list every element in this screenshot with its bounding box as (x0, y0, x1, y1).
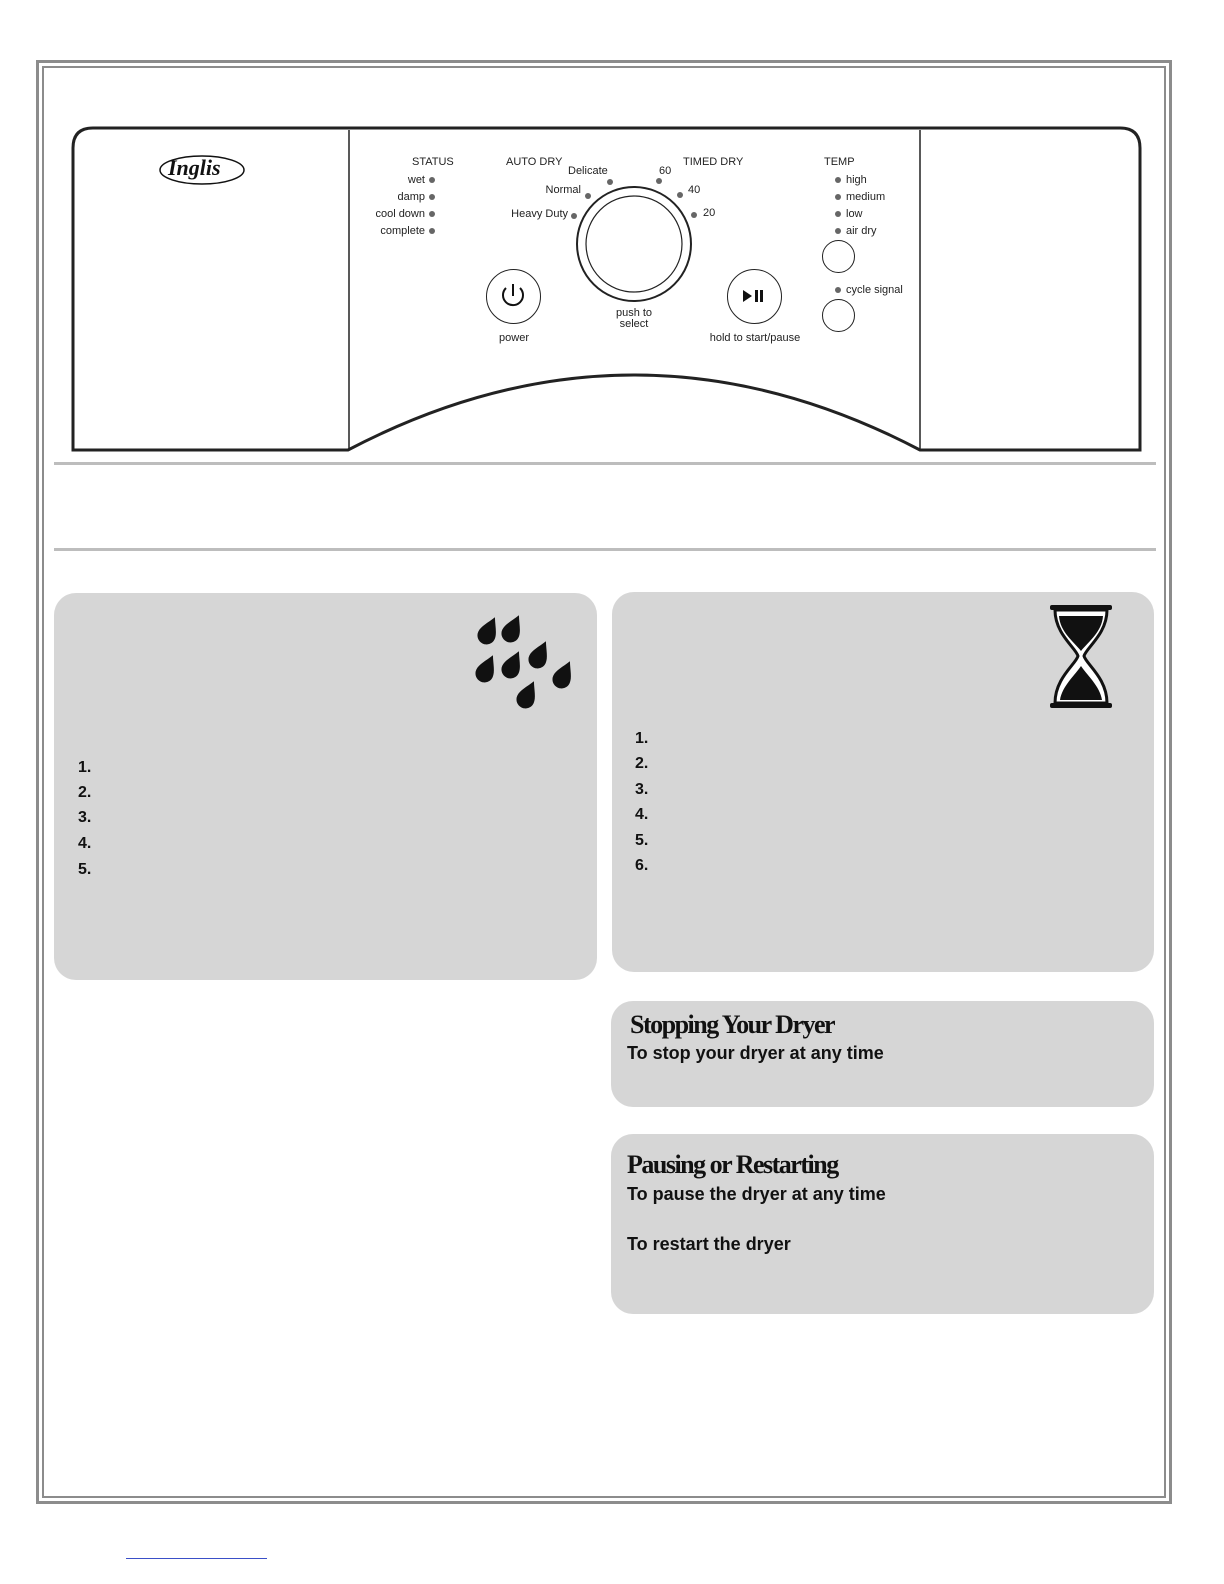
knob-label-push-to: push to (615, 307, 653, 319)
status-heading: STATUS (412, 156, 454, 168)
stopping-card-subtitle: To stop your dryer at any time (627, 1043, 884, 1063)
timed-dry-step-2: 2. (635, 755, 649, 772)
pausing-card-pause-subtitle: To pause the dryer at any time (627, 1184, 886, 1204)
status-damp-label: damp (397, 191, 425, 203)
power-label: power (499, 332, 529, 344)
control-panel-outline (0, 0, 1224, 470)
svg-text:Inglis: Inglis (168, 155, 221, 180)
status-complete-label: complete (380, 225, 425, 237)
auto-dry-heavy-duty-led (571, 213, 577, 219)
temp-low-led (835, 211, 841, 217)
temp-button[interactable] (822, 240, 855, 273)
knob-label-select: select (619, 318, 649, 330)
auto-dry-step-5: 5. (78, 861, 92, 878)
timed-dry-heading: TIMED DRY (683, 156, 744, 168)
auto-dry-delicate-label[interactable]: Delicate (568, 165, 608, 177)
pausing-card-restart-subtitle: To restart the dryer (627, 1234, 791, 1254)
temp-medium-led (835, 194, 841, 200)
timed-dry-step-4: 4. (635, 806, 649, 823)
temp-high-led (835, 177, 841, 183)
timed-dry-60-label[interactable]: 60 (659, 165, 672, 177)
status-cool-down-label: cool down (375, 208, 425, 220)
status-damp-led (429, 194, 435, 200)
auto-dry-heavy-duty-label[interactable]: Heavy Duty (511, 208, 568, 220)
temp-air-dry-label: air dry (846, 225, 877, 237)
timed-dry-20-led (691, 212, 697, 218)
auto-dry-heading: AUTO DRY (506, 156, 563, 168)
timed-dry-40-led (677, 192, 683, 198)
status-complete-led (429, 228, 435, 234)
timed-dry-40-label[interactable]: 40 (688, 184, 701, 196)
footer-link-underline[interactable] (126, 1558, 267, 1559)
temp-high-label: high (846, 174, 867, 186)
auto-dry-step-1: 1. (78, 759, 92, 776)
inglis-logo (158, 150, 250, 190)
divider-bottom (54, 548, 1156, 551)
temp-air-dry-led (835, 228, 841, 234)
auto-dry-delicate-led (607, 179, 613, 185)
start-pause-button[interactable] (727, 269, 782, 324)
auto-dry-step-4: 4. (78, 835, 92, 852)
status-wet-label: wet (407, 174, 425, 186)
cycle-signal-led (835, 287, 841, 293)
status-wet-led (429, 177, 435, 183)
water-drops-icon (470, 608, 580, 718)
temp-heading: TEMP (824, 156, 855, 168)
timed-dry-20-label[interactable]: 20 (703, 207, 716, 219)
timed-dry-step-3: 3. (635, 781, 649, 798)
auto-dry-step-2: 2. (78, 784, 92, 801)
timed-dry-step-5: 5. (635, 832, 649, 849)
temp-medium-label: medium (846, 191, 886, 203)
divider-top (54, 462, 1156, 465)
hourglass-icon (1048, 604, 1114, 710)
cycle-signal-label: cycle signal (846, 284, 903, 296)
status-cool-down-led (429, 211, 435, 217)
timed-dry-step-6: 6. (635, 857, 649, 874)
auto-dry-step-3: 3. (78, 809, 92, 826)
auto-dry-normal-label[interactable]: Normal (545, 184, 581, 196)
power-icon (487, 270, 539, 322)
pausing-card-title: Pausing or Restarting (627, 1150, 838, 1179)
start-pause-label: hold to start/pause (709, 332, 801, 344)
cycle-signal-button[interactable] (822, 299, 855, 332)
power-button[interactable] (486, 269, 541, 324)
timed-dry-60-led (656, 178, 662, 184)
timed-dry-step-1: 1. (635, 730, 649, 747)
auto-dry-normal-led (585, 193, 591, 199)
temp-low-label: low (846, 208, 863, 220)
stopping-card-title: Stopping Your Dryer (630, 1010, 835, 1039)
play-pause-icon (728, 270, 780, 322)
